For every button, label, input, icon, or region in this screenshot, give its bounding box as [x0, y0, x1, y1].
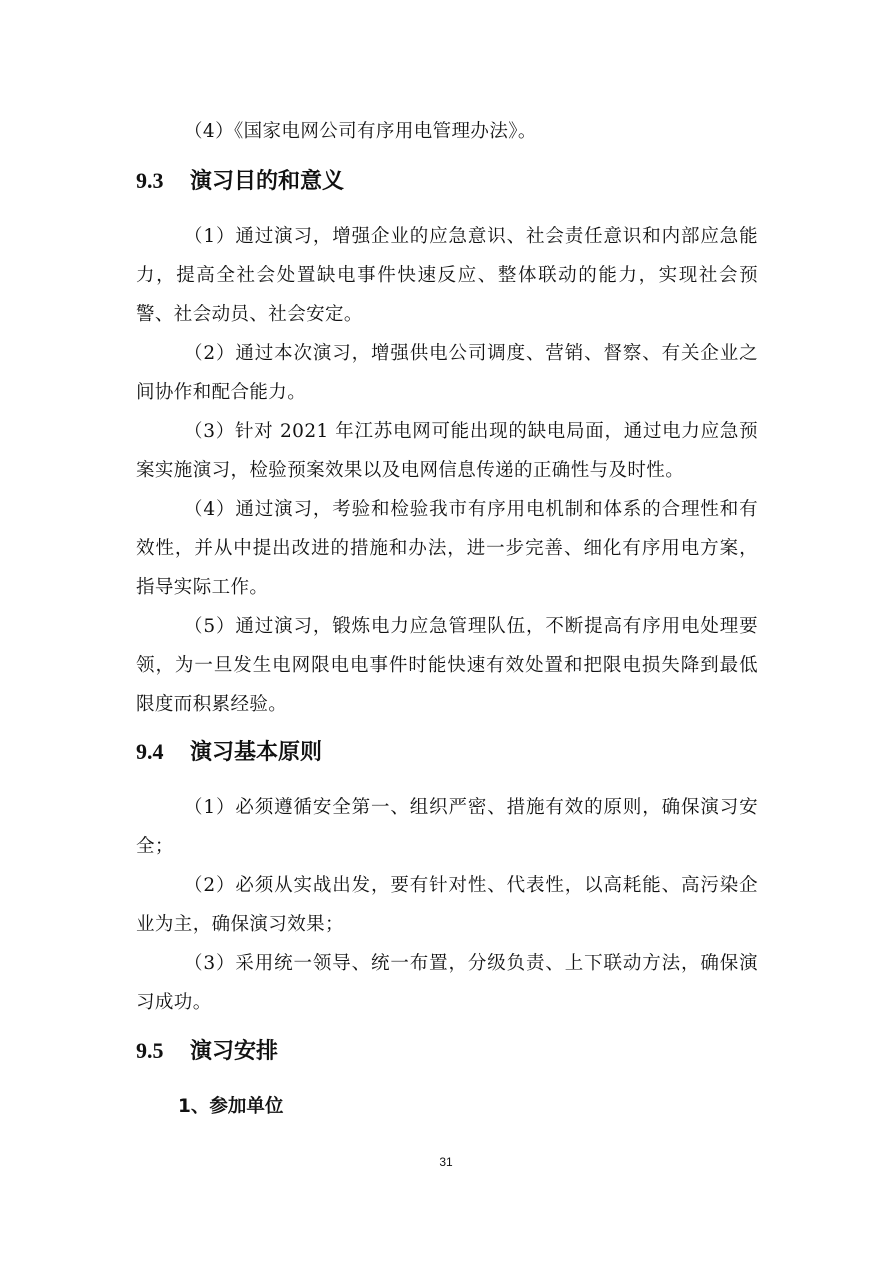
- paragraph: （3）采用统一领导、统一布置，分级负责、上下联动方法，确保演习成功。: [136, 953, 758, 1013]
- section-number: 9.5: [136, 1038, 164, 1063]
- paragraph: （1）必须遵循安全第一、组织严密、措施有效的原则，确保演习安全；: [136, 797, 758, 857]
- page-number: 31: [439, 1155, 453, 1169]
- top-list-item: （4）《国家电网公司有序用电管理办法》。: [184, 121, 537, 142]
- section-heading-9-5: [136, 1036, 278, 1067]
- paragraph: （4）通过演习，考验和检验我市有序用电机制和体系的合理性和有效性，并从中提出改进的措施和办法，进一步完善、细化有序用电方案，指导实际工作。: [136, 499, 758, 598]
- section-title: 演习目的和意义: [190, 169, 345, 194]
- section-number: 9.4: [136, 739, 164, 764]
- paragraph: （2）必须从实战出发，要有针对性、代表性，以高耗能、高污染企业为主，确保演习效果；: [136, 875, 758, 935]
- section-title: 演习基本原则: [190, 740, 323, 765]
- section-heading-9-3: [136, 166, 344, 197]
- section-heading-9-4: [136, 737, 322, 768]
- section-title: 演习安排: [190, 1039, 279, 1064]
- subheading-participants: 1、参加单位: [178, 1096, 284, 1117]
- paragraph: （5）通过演习，锻炼电力应急管理队伍，不断提高有序用电处理要领，为一旦发生电网限电电事件时能快速有效处置和把限电损失降到最低限度而积累经验。: [136, 616, 758, 715]
- section-number: 9.3: [136, 168, 164, 193]
- paragraph: （2）通过本次演习，增强供电公司调度、营销、督察、有关企业之间协作和配合能力。: [136, 343, 758, 403]
- paragraph: （3）针对 2021 年江苏电网可能出现的缺电局面，通过电力应急预案实施演习，检验预案效果以及电网信息传递的正确性与及时性。: [136, 421, 758, 481]
- paragraph: （1）通过演习，增强企业的应急意识、社会责任意识和内部应急能力，提高全社会处置缺电事件快速反应、整体联动的能力，实现社会预警、社会动员、社会安定。: [136, 226, 758, 325]
